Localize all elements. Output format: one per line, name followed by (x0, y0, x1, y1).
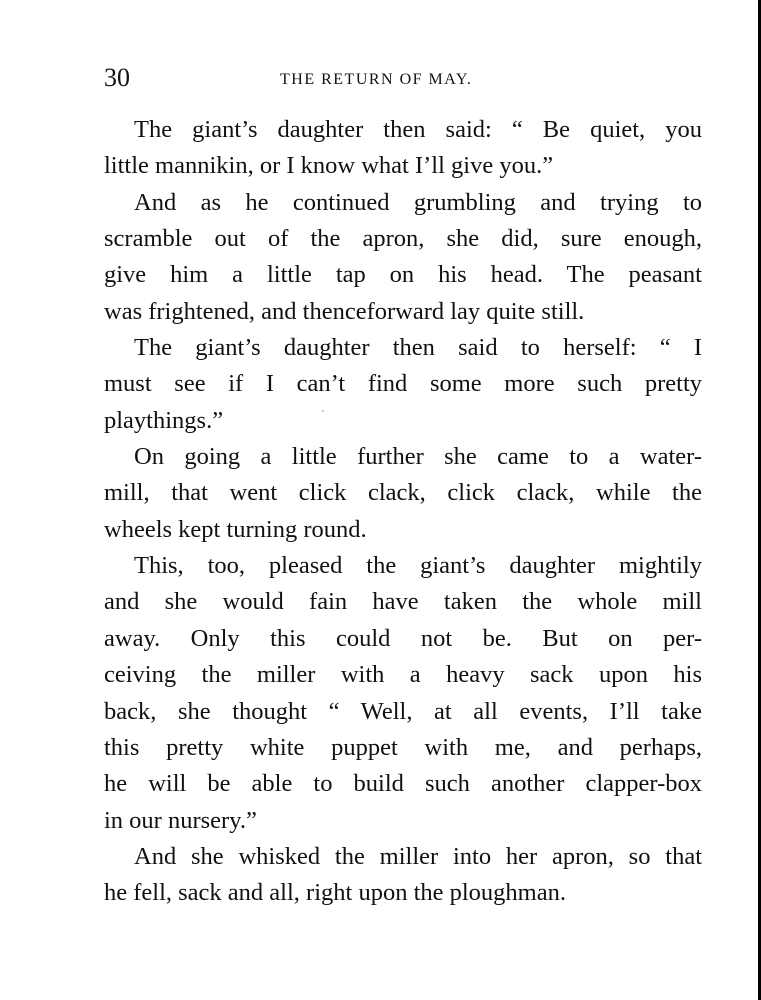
text-line: playthings.” (104, 406, 224, 434)
text-line: wheels kept turning round. (104, 515, 367, 543)
text-line: and she would fain have taken the whole mill (104, 588, 702, 616)
text-line: And as he continued grumbling and trying to (134, 188, 702, 216)
text-line: On going a little further she came to a water- (134, 443, 702, 471)
text-line: was frightened, and thenceforward lay quite still. (104, 297, 585, 325)
text-line: mill, that went click clack, click clack, while the (104, 479, 702, 507)
text-line: give him a little tap on his head. The peasant (104, 261, 702, 289)
running-title: THE RETURN OF MAY. (280, 71, 473, 88)
text-line: this pretty white puppet with me, and perhaps, (104, 733, 702, 761)
text-line: in our nursery.” (104, 806, 257, 834)
text-line: ceiving the miller with a heavy sack upon his (104, 661, 702, 689)
text-line: must see if I can’t find some more such pretty (104, 370, 702, 398)
paper-speck (322, 410, 324, 412)
text-line: This, too, pleased the giant’s daughter mightily (134, 552, 702, 580)
running-head (104, 62, 702, 102)
text-line: The giant’s daughter then said: “ Be quiet, you (134, 116, 702, 143)
page-number: 30 (104, 63, 130, 92)
body-text (104, 112, 702, 912)
text-line: he fell, sack and all, right upon the ploughman. (104, 879, 566, 907)
text-line: scramble out of the apron, she did, sure enough, (104, 225, 702, 253)
text-line: back, she thought “ Well, at all events, I’ll take (104, 697, 702, 725)
text-line: And she whisked the miller into her apron, so that (134, 842, 702, 870)
text-line: The giant’s daughter then said to herself: “ I (134, 334, 702, 362)
text-line: away. Only this could not be. But on per- (104, 624, 702, 652)
text-line: little mannikin, or I know what I’ll give you.” (104, 152, 554, 180)
text-line: he will be able to build such another clapper-box (104, 770, 702, 798)
